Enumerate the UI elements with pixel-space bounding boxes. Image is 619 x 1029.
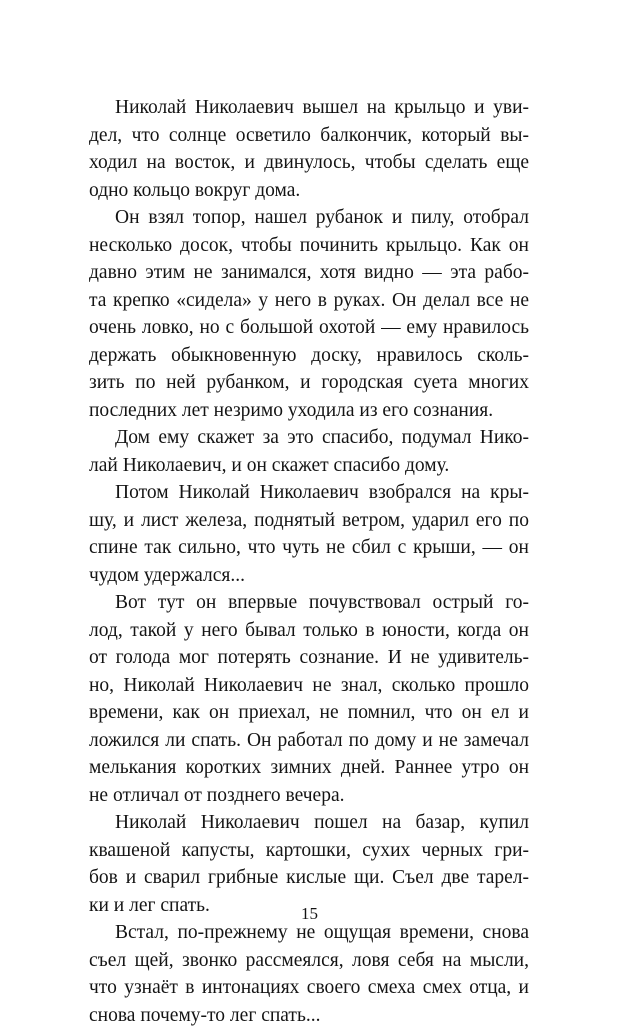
- text-line: съел щей, звонко рассмеялся, ловя себя на мысли,: [89, 947, 529, 975]
- text-line: ложился ли спать. Он работал по дому и не замечал: [89, 727, 529, 755]
- text-line: что узнаёт в интонациях своего смеха смех отца, и: [89, 974, 529, 1002]
- text-line: снова почему-то лег спать...: [89, 1002, 529, 1029]
- text-line: ходил на восток, и двинулось, чтобы сделать еще: [89, 149, 529, 177]
- text-line: Дом ему скажет за это спасибо, подумал Нико-: [89, 424, 529, 452]
- text-line: лод, такой у него бывал только в юности, когда он: [89, 617, 529, 645]
- text-line: от голода мог потерять сознание. И не удивитель-: [89, 644, 529, 672]
- text-line: ки и лег спать.: [89, 892, 529, 920]
- text-line: зить по ней рубанком, и городская суета многих: [89, 369, 529, 397]
- text-line: держать обыкновенную доску, нравилось сколь-: [89, 342, 529, 370]
- text-line: чудом удержался...: [89, 562, 529, 590]
- text-line: последних лет незримо уходила из его сознания.: [89, 397, 529, 425]
- text-line: давно этим не занимался, хотя видно — эта рабо-: [89, 259, 529, 287]
- page-text-body: [89, 94, 529, 1029]
- text-line: Потом Николай Николаевич взобрался на кры-: [89, 479, 529, 507]
- text-line: та крепко «сидела» у него в руках. Он делал все не: [89, 287, 529, 315]
- text-line: Встал, по-прежнему не ощущая времени, снова: [89, 919, 529, 947]
- text-line: очень ловко, но с большой охотой — ему нравилось: [89, 314, 529, 342]
- text-line: лай Николаевич, и он скажет спасибо дому.: [89, 452, 529, 480]
- text-line: бов и сварил грибные кислые щи. Съел две тарел-: [89, 864, 529, 892]
- text-line: несколько досок, чтобы починить крыльцо. Как он: [89, 232, 529, 260]
- text-line: дел, что солнце осветило балкончик, который вы-: [89, 122, 529, 150]
- text-line: Николай Николаевич пошел на базар, купил: [89, 809, 529, 837]
- text-line: квашеной капусты, картошки, сухих черных гри-: [89, 837, 529, 865]
- text-line: Вот тут он впервые почувствовал острый го-: [89, 589, 529, 617]
- text-line: шу, и лист железа, поднятый ветром, ударил его по: [89, 507, 529, 535]
- text-line: не отличал от позднего вечера.: [89, 782, 529, 810]
- text-line: мелькания коротких зимних дней. Раннее утро он: [89, 754, 529, 782]
- text-line: времени, как он приехал, не помнил, что он ел и: [89, 699, 529, 727]
- text-line: но, Николай Николаевич не знал, сколько прошло: [89, 672, 529, 700]
- text-line: Он взял топор, нашел рубанок и пилу, отобрал: [89, 204, 529, 232]
- text-line: одно кольцо вокруг дома.: [89, 177, 529, 205]
- text-line: спине так сильно, что чуть не сбил с крыши, — он: [89, 534, 529, 562]
- text-line: Николай Николаевич вышел на крыльцо и уви-: [89, 94, 529, 122]
- page-number: 15: [0, 903, 619, 925]
